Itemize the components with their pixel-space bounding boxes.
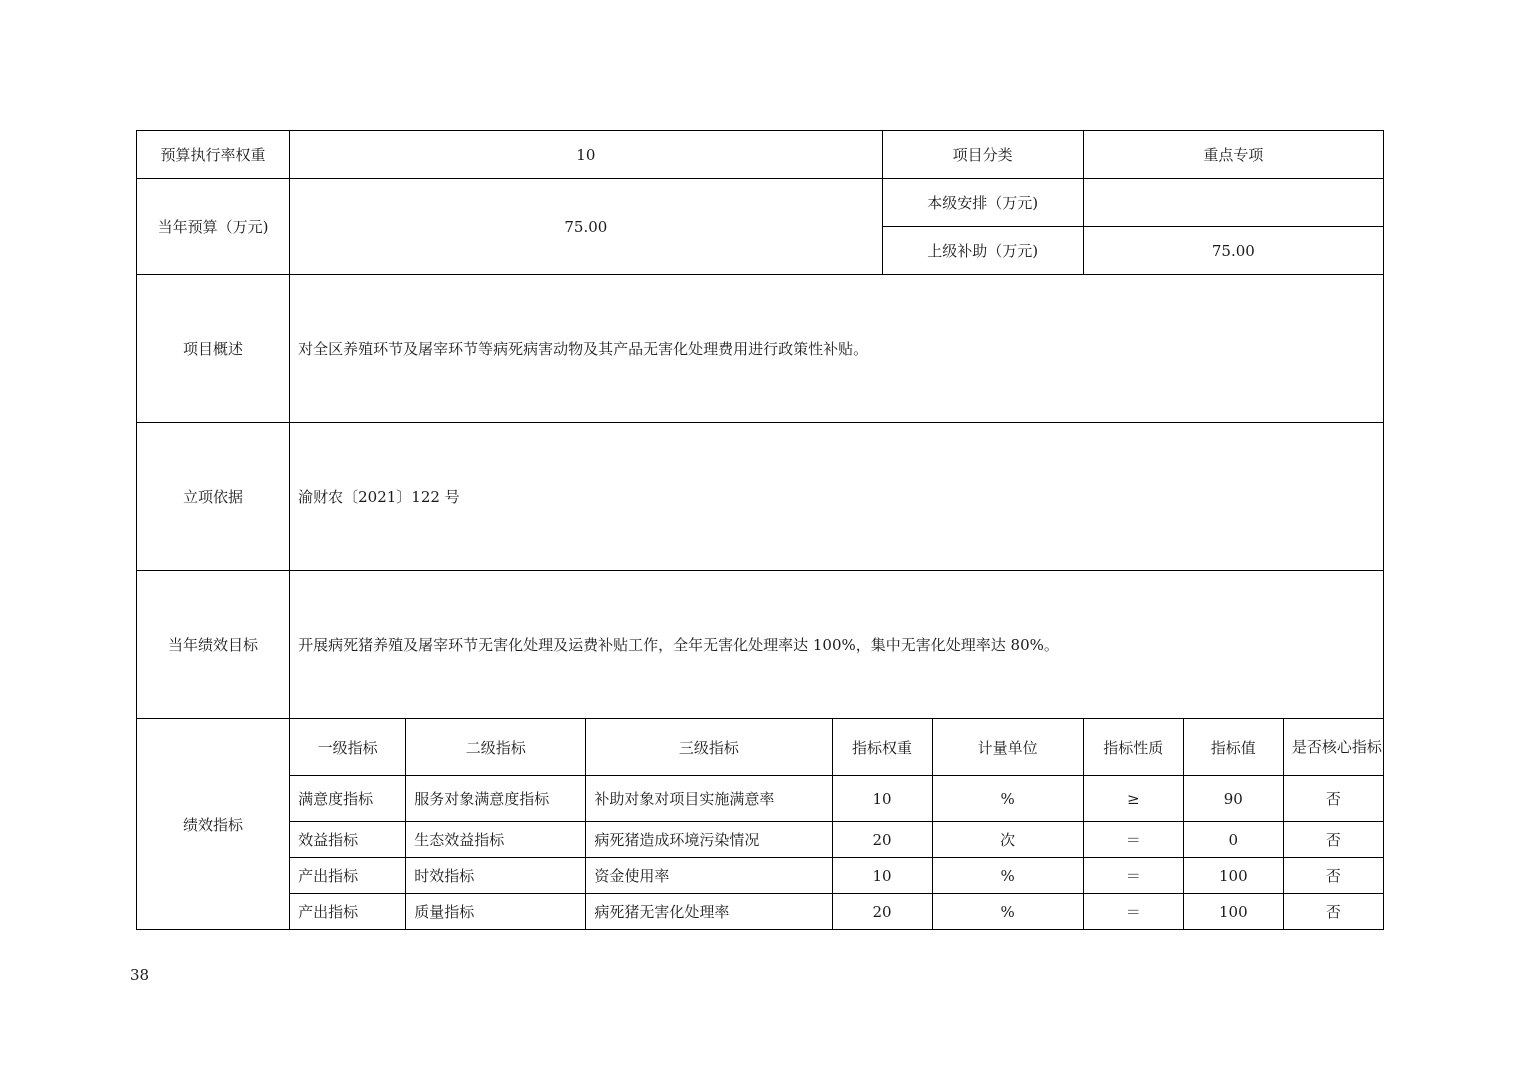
upper-value: 75.00 [1083,227,1383,275]
row-nature: ≥ [1083,776,1183,822]
overview-text: 对全区养殖环节及屠宰环节等病死病害动物及其产品无害化处理费用进行政策性补贴。 [290,275,1384,423]
header-level2: 二级指标 [406,719,586,776]
page-number: 38 [130,966,150,984]
row-nature: ＝ [1083,858,1183,894]
row-core: 否 [1283,776,1383,822]
category-label: 项目分类 [882,131,1083,179]
basis-label: 立项依据 [137,423,290,571]
row-unit: % [932,894,1083,930]
row-core: 否 [1283,858,1383,894]
row-core: 否 [1283,822,1383,858]
weight-row [137,131,1384,179]
row-level2: 质量指标 [406,894,586,930]
goal-row [137,571,1384,719]
header-value: 指标值 [1183,719,1283,776]
weight-label: 预算执行率权重 [137,131,290,179]
row-value: 0 [1183,822,1283,858]
header-weight: 指标权重 [832,719,932,776]
row-level1: 产出指标 [290,858,406,894]
header-nature: 指标性质 [1083,719,1183,776]
upper-label: 上级补助（万元) [882,227,1083,275]
header-level1: 一级指标 [290,719,406,776]
basis-row [137,423,1384,571]
row-nature: ＝ [1083,894,1183,930]
overview-label: 项目概述 [137,275,290,423]
row-weight: 20 [832,894,932,930]
performance-table [136,130,1384,930]
row-unit: 次 [932,822,1083,858]
local-label: 本级安排（万元) [882,179,1083,227]
row-level1: 满意度指标 [290,776,406,822]
row-level2: 生态效益指标 [406,822,586,858]
row-weight: 10 [832,858,932,894]
row-value: 90 [1183,776,1283,822]
goal-text: 开展病死猪养殖及屠宰环节无害化处理及运费补贴工作，全年无害化处理率达 100%，集中无害化处理率达 80%。 [290,571,1384,719]
budget-label: 当年预算（万元) [137,179,290,275]
header-level3: 三级指标 [586,719,832,776]
header-unit: 计量单位 [932,719,1083,776]
row-level3: 补助对象对项目实施满意率 [586,776,832,822]
table-row [137,894,1384,930]
weight-value: 10 [290,131,882,179]
budget-row [137,179,1384,227]
row-level3: 病死猪无害化处理率 [586,894,832,930]
goal-label: 当年绩效目标 [137,571,290,719]
row-core: 否 [1283,894,1383,930]
header-core: 是否核心指标 [1283,719,1383,776]
row-weight: 10 [832,776,932,822]
row-level1: 效益指标 [290,822,406,858]
row-nature: ＝ [1083,822,1183,858]
local-value [1083,179,1383,227]
row-level1: 产出指标 [290,894,406,930]
row-unit: % [932,776,1083,822]
table-row [137,776,1384,822]
table-row [137,858,1384,894]
overview-row [137,275,1384,423]
row-unit: % [932,858,1083,894]
row-level2: 时效指标 [406,858,586,894]
indicators-label: 绩效指标 [137,719,290,930]
table-row [137,822,1384,858]
row-weight: 20 [832,822,932,858]
row-level3: 病死猪造成环境污染情况 [586,822,832,858]
row-level2: 服务对象满意度指标 [406,776,586,822]
row-level3: 资金使用率 [586,858,832,894]
budget-value: 75.00 [290,179,882,275]
basis-text: 渝财农〔2021〕122 号 [290,423,1384,571]
category-value: 重点专项 [1083,131,1383,179]
indicator-header-row [137,719,1384,776]
row-value: 100 [1183,858,1283,894]
row-value: 100 [1183,894,1283,930]
